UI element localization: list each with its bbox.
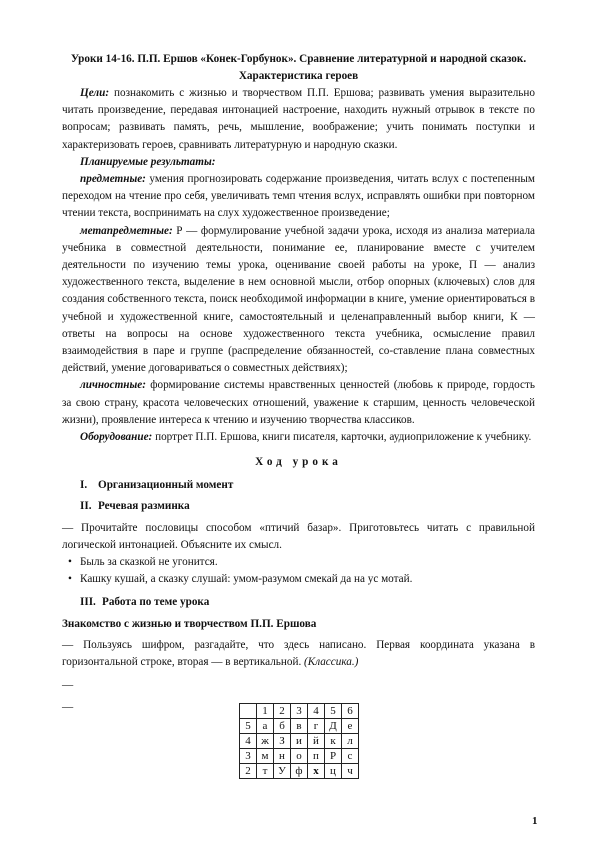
subject-results-paragraph xyxy=(62,171,535,223)
cipher-answer: (Классика.) xyxy=(304,656,359,669)
cipher-cell: 5 xyxy=(240,719,257,734)
section-3-intro xyxy=(62,637,535,671)
equipment-label: Оборудование: xyxy=(80,431,153,444)
cipher-cell: Р xyxy=(325,749,342,764)
cipher-cell: в xyxy=(291,719,308,734)
cipher-row xyxy=(240,719,359,734)
personal-text: формирование системы нравственных ценностей (любовь к природе, гордость за свою страну, красота человеческих отношений, уважение к старшим, ценность человеческой жизни), проявление интереса к чтению и изучению творчества классиков. xyxy=(62,379,535,426)
section-2-title: Речевая разминка xyxy=(98,500,190,513)
cipher-cell: м xyxy=(257,749,274,764)
equipment-text: портрет П.П. Ершова, книги писателя, карточки, аудиоприложение к учебнику. xyxy=(152,431,532,444)
subject-text: умения прогнозировать содержание произведения, читать вслух с постепенным переходом на чтение про себя, увеличивать темп чтения вслух, исправлять ошибки при повторном чтении текста, воспринимать на слух художественное произведение; xyxy=(62,173,535,220)
cipher-cell: 4 xyxy=(240,734,257,749)
cipher-cell: а xyxy=(257,719,274,734)
equipment-paragraph xyxy=(62,429,535,446)
document-content xyxy=(62,51,535,716)
cipher-cell: З xyxy=(274,734,291,749)
cipher-header-cell: 3 xyxy=(291,704,308,719)
lesson-title xyxy=(62,51,535,85)
cipher-row xyxy=(240,764,359,779)
cipher-cell: п xyxy=(308,749,325,764)
section-3-subheading: Знакомство с жизнью и творчеством П.П. Ершова xyxy=(62,617,317,630)
proverb-item xyxy=(68,571,535,588)
planned-results-heading: Планируемые результаты: xyxy=(80,155,216,168)
cipher-cell: о xyxy=(291,749,308,764)
section-1-title: Организационный момент xyxy=(98,479,234,492)
goals-label: Цели: xyxy=(80,87,110,99)
section-1-number: I. xyxy=(80,479,88,492)
goals-paragraph xyxy=(62,85,535,154)
goals-text: познакомить с жизнью и творчеством П.П. Ершова; развивать умения выразительно читать произведение, передавая интонацией настроение, находить нужный отрывок в тексте по вопросам; развивать память, речь, мышление, воображение; учить понимать поступки и характеризовать героев, сравнивать литературную и народную сказки. xyxy=(62,87,535,151)
cipher-cell: й xyxy=(308,734,325,749)
cipher-header-row xyxy=(240,704,359,719)
title-line-1: Уроки 14-16. П.П. Ершов «Конек-Горбунок». Сравнение литературной и народной сказок. xyxy=(70,53,527,65)
cipher-cell: х xyxy=(308,764,325,779)
cipher-cell: ф xyxy=(291,764,308,779)
cipher-cell: 2 xyxy=(240,764,257,779)
section-3-title: Работа по теме урока xyxy=(102,596,210,609)
section-2-intro: — Прочитайте пословицы способом «птичий базар». Приготовьтесь читать с правильной логической интонацией. Объясните их смысл. xyxy=(62,521,535,551)
cipher-cell: ж xyxy=(257,734,274,749)
cipher-instruction: — Пользуясь шифром, разгадайте, что здесь написано. Первая координата указана в горизонтальной строке, вторая — в вертикальной. xyxy=(62,638,535,669)
cipher-table xyxy=(239,703,359,779)
cipher-cell: н xyxy=(274,749,291,764)
personal-label: личностные: xyxy=(80,379,146,392)
cipher-header-cell: 1 xyxy=(257,704,274,719)
section-1-heading xyxy=(80,477,535,494)
cipher-cell: л xyxy=(342,734,359,749)
cipher-header-cell: 6 xyxy=(342,704,359,719)
section-2-number: II. xyxy=(80,500,92,513)
cipher-cell: У xyxy=(274,764,291,779)
cipher-cell: 3 xyxy=(240,749,257,764)
cipher-header-cell xyxy=(240,704,257,719)
cipher-cell: и xyxy=(291,734,308,749)
cipher-row xyxy=(240,734,359,749)
cipher-cell: с xyxy=(342,749,359,764)
proverb-text: Быль за сказкой не угонится. xyxy=(80,556,218,569)
proverb-item xyxy=(68,554,535,571)
cipher-header-cell: 5 xyxy=(325,704,342,719)
cipher-cell: ц xyxy=(325,764,342,779)
meta-results-paragraph xyxy=(62,223,535,378)
cipher-cell: б xyxy=(274,719,291,734)
cipher-header-cell: 2 xyxy=(274,704,291,719)
subject-label: предметные: xyxy=(80,173,146,186)
cipher-cell: ч xyxy=(342,764,359,779)
bullet-marker: • xyxy=(68,573,72,586)
cipher-row xyxy=(240,749,359,764)
cipher-cell: к xyxy=(325,734,342,749)
section-2-heading xyxy=(80,498,535,515)
bullet-marker: • xyxy=(68,556,72,569)
cipher-cell: Д xyxy=(325,719,342,734)
title-line-2: Характеристика героев xyxy=(238,70,359,82)
answer-dash-2: — xyxy=(62,700,74,713)
page-number: 1 xyxy=(532,815,538,827)
cipher-cell: е xyxy=(342,719,359,734)
section-3-number: III. xyxy=(80,596,96,609)
meta-label: метапредметные: xyxy=(80,224,173,237)
meta-text: Р — формулирование учебной задачи урока, исходя из анализа материала учебника в совместной деятельности, понимание ее, планирование вместе с учителем деятельности по изучению темы урока, оценивание своей работы на уроке, П — анализ художественного текста, выделение в нем основной мысли, отбор опорных (ключевых) слов для создания собственного текста, поиск необходимой информации в книге, умение ориентироваться в учебной и художественной книге, самостоятельный и целенаправленный выбор книги, К — ответы на вопросы на основе художественного текста учебника, осмысление правил взаимодействия в паре и группе (распределение обязанностей, со-ставление плана совместных действий, умение договариваться о совместных действиях); xyxy=(62,224,535,375)
personal-results-paragraph xyxy=(62,377,535,429)
cipher-cell: т xyxy=(257,764,274,779)
answer-dash-1: — xyxy=(62,679,74,692)
section-3-heading xyxy=(80,594,535,611)
cipher-header-cell: 4 xyxy=(308,704,325,719)
proverb-text: Кашку кушай, а сказку слушай: умом-разумом смекай да на ус мотай. xyxy=(80,573,413,586)
lesson-progress-heading: Ход урока xyxy=(255,456,342,469)
cipher-cell: г xyxy=(308,719,325,734)
